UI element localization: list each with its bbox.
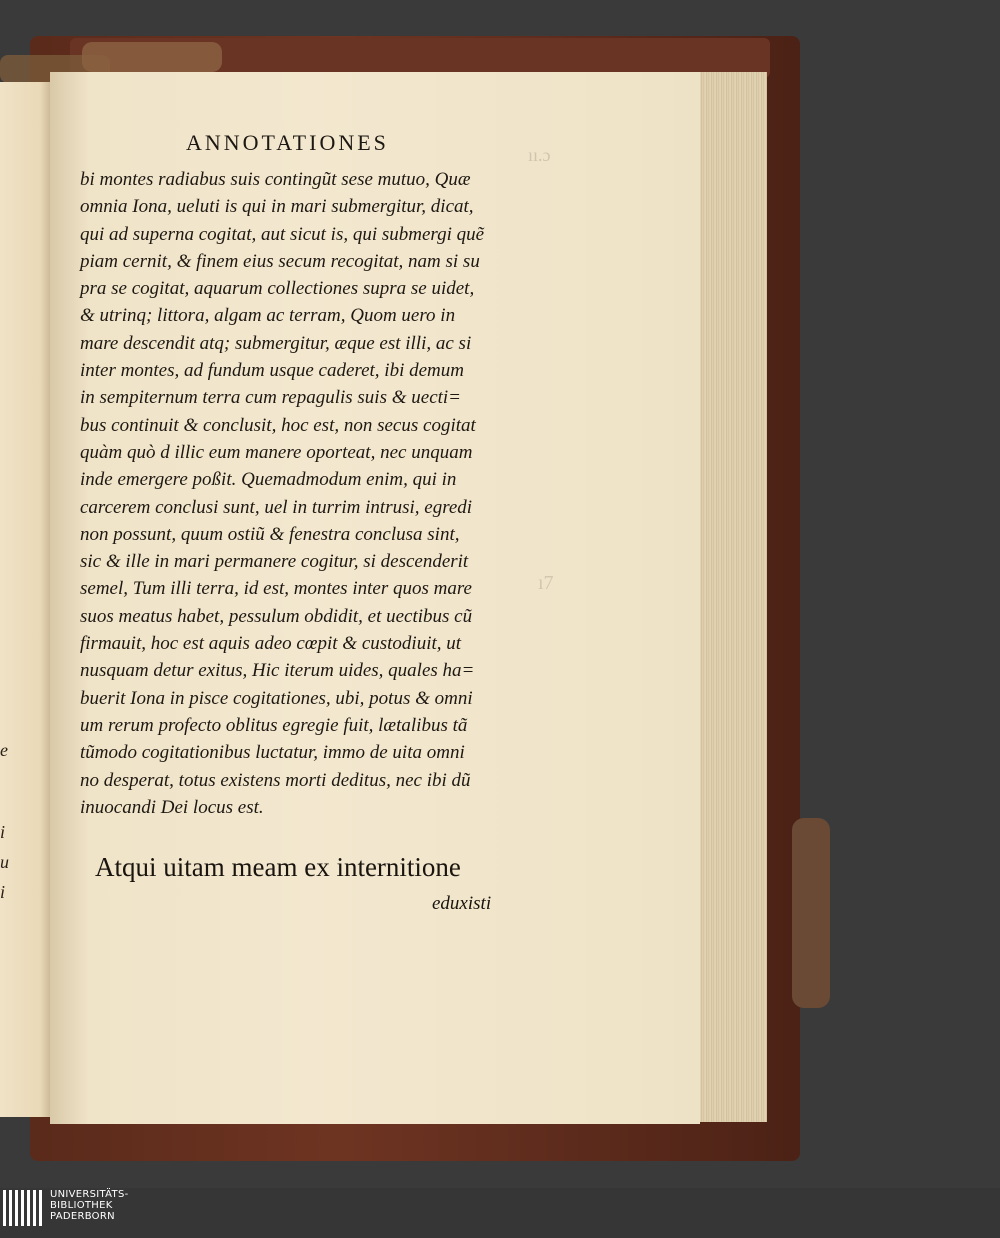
library-name-line: BIBLIOTHEK: [50, 1200, 113, 1211]
library-name: [50, 1189, 129, 1222]
text-line: mare descendit atq; submergitur, æque est illi, ac si: [80, 332, 472, 354]
library-logo-icon: [3, 1190, 43, 1226]
left-page-fragment: i: [0, 822, 6, 842]
text-line: in sempiternum terra cum repagulis suis & uecti=: [80, 387, 462, 409]
running-head: ANNOTATIONES: [186, 130, 389, 155]
text-line: no desperat, totus existens morti deditus, nec ibi dũ: [80, 769, 471, 791]
left-page-fragment: u: [0, 852, 9, 872]
left-page-fragment: i: [0, 882, 6, 902]
library-footer: [0, 1188, 1000, 1238]
text-line: semel, Tum illi terra, id est, montes inter quos mare: [80, 578, 472, 600]
library-name-line: UNIVERSITÄTS-: [50, 1189, 129, 1200]
left-page-fragment: e: [0, 740, 8, 760]
text-line: inuocandi Dei locus est.: [80, 796, 264, 818]
text-line: um rerum profecto oblitus egregie fuit, lætalibus tã: [80, 714, 468, 736]
text-line: inde emergere poßit. Quemadmodum enim, qui in: [80, 469, 457, 491]
body-text: [80, 166, 520, 821]
verse-heading: Atqui uitam meam ex internitione: [95, 852, 461, 882]
text-line: inter montes, ad fundum usque caderet, ibi demum: [80, 360, 464, 382]
text-line: buerit Iona in pisce cogitationes, ubi, potus & omni: [80, 687, 473, 709]
text-line: qui ad superna cogitat, aut sicut is, qui submergi quẽ: [80, 223, 485, 245]
library-name-line: PADERBORN: [50, 1211, 115, 1222]
text-line: omnia Iona, ueluti is qui in mari submergitur, dicat,: [80, 196, 474, 218]
text-line: bi montes radiabus suis contingũt sese mutuo, Quæ: [80, 169, 471, 190]
text-line: suos meatus habet, pessulum obdidit, et uectibus cũ: [80, 605, 473, 627]
bleed-through-mark: ı7: [538, 572, 554, 594]
catchword: eduxisti: [432, 893, 492, 914]
text-line: sic & ille in mari permanere cogitur, si descenderit: [80, 551, 469, 573]
leather-tie: [82, 42, 222, 72]
text-line: piam cernit, & finem eius secum recogitat, nam si su: [80, 250, 480, 272]
text-line: tũmodo cogitationibus luctatur, immo de uita omni: [80, 742, 465, 764]
text-line: firmauit, hoc est aquis adeo cœpit & custodiuit, ut: [80, 633, 462, 655]
bleed-through-mark: ıı.ɔ: [528, 145, 551, 165]
text-line: quàm quò d illic eum manere oporteat, nec unquam: [80, 441, 473, 463]
text-line: & utrinq; littora, algam ac terram, Quom uero in: [80, 305, 456, 327]
page-fore-edge: [697, 72, 767, 1122]
text-line: bus continuit & conclusit, hoc est, non secus cogitat: [80, 414, 476, 436]
clasp-fragment: [792, 818, 830, 1008]
left-page: [0, 82, 50, 1117]
text-line: pra se cogitat, aquarum collectiones supra se uidet,: [80, 278, 475, 300]
text-line: carcerem conclusi sunt, uel in turrim intrusi, egredi: [80, 496, 473, 518]
text-line: nusquam detur exitus, Hic iterum uides, quales ha=: [80, 660, 475, 682]
text-line: non possunt, quum ostiũ & fenestra conclusa sint,: [80, 523, 460, 545]
